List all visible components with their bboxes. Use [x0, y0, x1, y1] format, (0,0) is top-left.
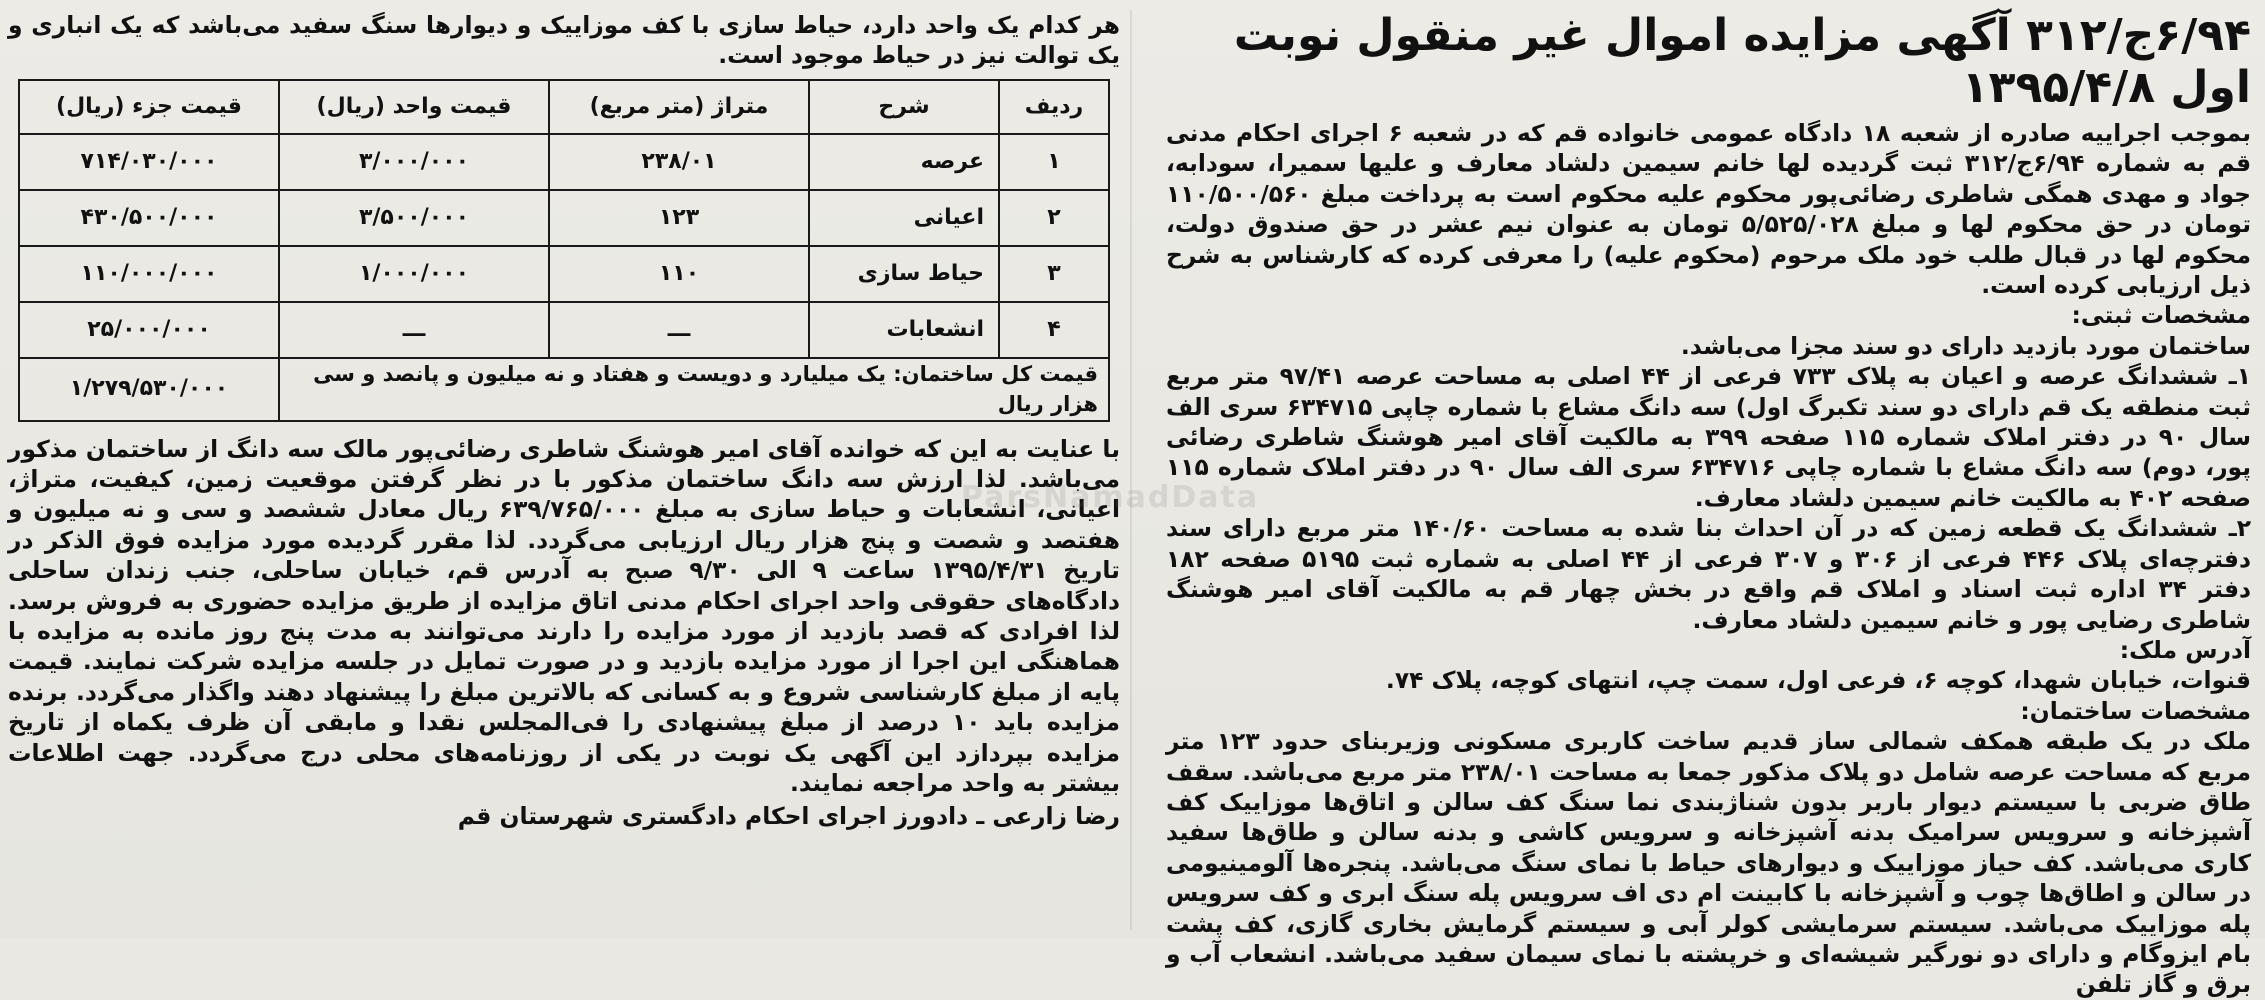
registration-line: ساختمان مورد بازدید دارای دو سند مجزا می‌باشد. [1680, 331, 2251, 360]
watermark-text: ParsNamadData [960, 480, 1260, 515]
building-description: ملک در یک طبقه همکف شمالی ساز قدیم ساخت کاربری مسکونی وزیربنای حدود ۱۲۳ متر مربع که مساحت عرصه شامل دو پلاک مذکور جمعا به مساحت ۲۳۸/۰۱ متر مربع می‌باشد. سقف طاق ضربی با سیستم دیوار باربر بدون شناژبندی نما سنگ کف سالن و اتاق‌ها موزاییک کف آشپزخانه و سرویس سرامیک بدنه آشپزخانه و سرویس کاشی و بدنه سالن و طاق‌ها سفید کاری می‌باشد. کف حیاز موزاییک و دیوارهای حیاط با نمای سنگ می‌باشد. پنجره‌ها آلومینیومی در سالن و اطاق‌ها چوب و آشپزخانه با کابینت ام دی اف سرویس پله سنگ ابری و کف سرویس پله موزاییک می‌باشد. سیستم سرمایشی کولر آبی و سیستم گرمایش بخاری گازی، کف پشت بام ایزوگام و دارای دو نورگیر شیشه‌ای و خرپشته با نمای سیمان سفید می‌باشد. انشعاب آب و برق و گاز تلفن [1166, 727, 2251, 999]
address-line: قنوات، خیابان شهدا، کوچه ۶، فرعی اول، سمت چپ، انتهای کوچه، پلاک ۷۴. [1385, 666, 2251, 695]
header-row-number: ردیف [999, 80, 1109, 134]
table-row [19, 302, 1109, 358]
total-value: ۱/۲۷۹/۵۳۰/۰۰۰ [19, 358, 279, 421]
header-description: شرح [809, 80, 999, 134]
cell-row-number: ۴ [999, 302, 1109, 358]
signature-line: رضا زارعی ـ دادورز اجرای احکام دادگستری شهرستان قم [457, 801, 1120, 830]
notice-title: ۶/۹۴ج/۳۱۲ آگهی مزایده اموال غیر منقول نوبت اول ۱۳۹۵/۴/۸ [1233, 10, 2251, 113]
cell-area: ۱۱۰ [549, 246, 809, 302]
registration-line: ۲ـ ششدانگ یک قطعه زمین که در آن احداث بنا شده به مساحت ۱۴۰/۶۰ متر مربع دارای سند دفترچه‌ای پلاک ۴۴۶ فرعی از ۳۰۶ و ۳۰۷ فرعی از ۴۴ اصلی به شماره ثبت ۵۱۹۵ صفحه ۱۸۲ دفتر ۳۴ اداره ثبت اسناد و املاک قم واقع در بخش چهار قم به مالکیت آقای امیر هوشنگ شاطری رضایی پور و خانم سیمین دلشاد معارف. [1166, 514, 2252, 634]
cell-subtotal: ۷۱۴/۰۳۰/۰۰۰ [19, 134, 279, 190]
cell-description: اعیانی [809, 190, 999, 246]
registration-line: ۱ـ ششدانگ عرصه و اعیان به پلاک ۷۳۳ فرعی از ۴۴ اصلی به مساحت عرصه ۹۷/۴۱ متر مربع ثبت منطقه یک قم دارای دو سند تکبرگ اول) سه دانگ مشاع با شماره چاپی ۶۳۴۷۱۵ سری الف سال ۹۰ در دفتر املاک شماره ۱۱۵ صفحه ۳۹۹ به مالکیت آقای امیر هوشنگ شاطری رضائی پور، دوم) سه دانگ مشاع با شماره چاپی ۶۳۴۷۱۶ سری الف سال ۹۰ در دفتر املاک شماره ۱۱۵ صفحه ۴۰۲ به مالکیت خانم سیمین دلشاد معارف. [1166, 362, 2252, 512]
cell-subtotal: ۴۳۰/۵۰۰/۰۰۰ [19, 190, 279, 246]
table-row [19, 190, 1109, 246]
total-label: قیمت کل ساختمان: یک میلیارد و دویست و هفتاد و نه میلیون و پانصد و سی هزار ریال [279, 358, 1109, 421]
notice-continued-column [8, 10, 1120, 935]
continued-intro: هر کدام یک واحد دارد، حیاط سازی با کف موزاییک و دیوارها سنگ سفید می‌باشد که یک انباری و یک توالت نیز در حیاط موجود است. [8, 11, 1120, 70]
registration-heading: مشخصات ثبتی: [2071, 301, 2251, 330]
cell-unit-price: ۱/۰۰۰/۰۰۰ [279, 246, 549, 302]
table-header-row [19, 80, 1109, 134]
building-heading: مشخصات ساختمان: [2020, 696, 2251, 725]
cell-description: انشعابات [809, 302, 999, 358]
cell-area: ۱۲۳ [549, 190, 809, 246]
cell-unit-price: ـــ [279, 302, 549, 358]
table-row [19, 134, 1109, 190]
table-row [19, 246, 1109, 302]
header-unit-price: قیمت واحد (ریال) [279, 80, 549, 134]
cell-subtotal: ۱۱۰/۰۰۰/۰۰۰ [19, 246, 279, 302]
cell-description: عرصه [809, 134, 999, 190]
cell-row-number: ۱ [999, 134, 1109, 190]
cell-unit-price: ۳/۵۰۰/۰۰۰ [279, 190, 549, 246]
column-divider [1130, 10, 1132, 930]
cell-subtotal: ۲۵/۰۰۰/۰۰۰ [19, 302, 279, 358]
cell-area: ۲۳۸/۰۱ [549, 134, 809, 190]
notice-main-column [1166, 10, 2252, 999]
address-heading: آدرس ملک: [2119, 635, 2251, 664]
cell-row-number: ۳ [999, 246, 1109, 302]
notice-intro-paragraph: بموجب اجراییه صادره از شعبه ۱۸ دادگاه عمومی خانواده قم که در شعبه ۶ اجرای احکام مدنی قم به شماره ۶/۹۴ج/۳۱۲ ثبت گردیده لها خانم سیمین دلشاد معارف و علیها سمیرا، سودابه، جواد و مهدی همگی شاطری رضائی‌پور محکوم علیه محکوم است به پرداخت مبلغ ۱۱۰/۵۰۰/۵۶۰ تومان در حق محکوم لها و مبلغ ۵/۵۲۵/۰۲۸ تومان به عنوان نیم عشر در حق صندوق دولت، محکوم لها در قبال طلب خود ملک مرحوم (محکوم علیه) را معرفی کرده که کارشناس به شرح ذیل ارزیابی کرده است. [1166, 119, 2252, 300]
header-area: متراژ (متر مربع) [549, 80, 809, 134]
cell-unit-price: ۳/۰۰۰/۰۰۰ [279, 134, 549, 190]
auction-body-text: با عنایت به این که خوانده آقای امیر هوشنگ شاطری رضائی‌پور مالک سه دانگ از ساختمان مذکور می‌باشد. لذا ارزش سه دانگ ساختمان مذکور با در نظر گرفتن موقعیت زمین، کیفیت، متراژ، اعیانی، انشعابات و حیاط سازی به مبلغ ۶۳۹/۷۶۵/۰۰۰ ریال معادل ششصد و سی و نه میلیون و هفتصد و شصت و پنج هزار ریال ارزیابی می‌گردد. لذا مقرر گردیده مورد مزایده فوق الذکر در تاریخ ۱۳۹۵/۴/۳۱ ساعت ۹ الی ۹/۳۰ صبح به آدرس قم، خیابان ساحلی، جنب زندان ساحلی دادگاه‌های حقوقی واحد اجرای احکام مدنی اتاق مزایده از طریق مزایده حضوری به فروش برسد. لذا افرادی که قصد بازدید از مورد مزایده را دارند می‌توانند به مدت پنج روز مانده به مزایده با هماهنگی این اجرا از مورد مزایده بازدید و در صورت تمایل در جلسه مزایده شرکت نمایند. قیمت پایه از مبلغ کارشناسی شروع و به کسانی که بالاترین مبلغ را پیشنهاد دهند واگذار می‌گردد. برنده مزایده باید ۱۰ درصد از مبلغ پیشنهادی را فی‌المجلس نقدا و مابقی آن ظرف یکماه از تاریخ مزایده بپردازد این آگهی یک نوبت در یکی از روزنامه‌های محلی درج می‌گردد. جهت اطلاعات بیشتر به واحد مراجعه نمایند. [8, 434, 1120, 798]
cell-row-number: ۲ [999, 190, 1109, 246]
valuation-table [18, 79, 1110, 422]
table-total-row [19, 358, 1109, 421]
cell-description: حیاط سازی [809, 246, 999, 302]
cell-area: ـــ [549, 302, 809, 358]
header-subtotal: قیمت جزء (ریال) [19, 80, 279, 134]
